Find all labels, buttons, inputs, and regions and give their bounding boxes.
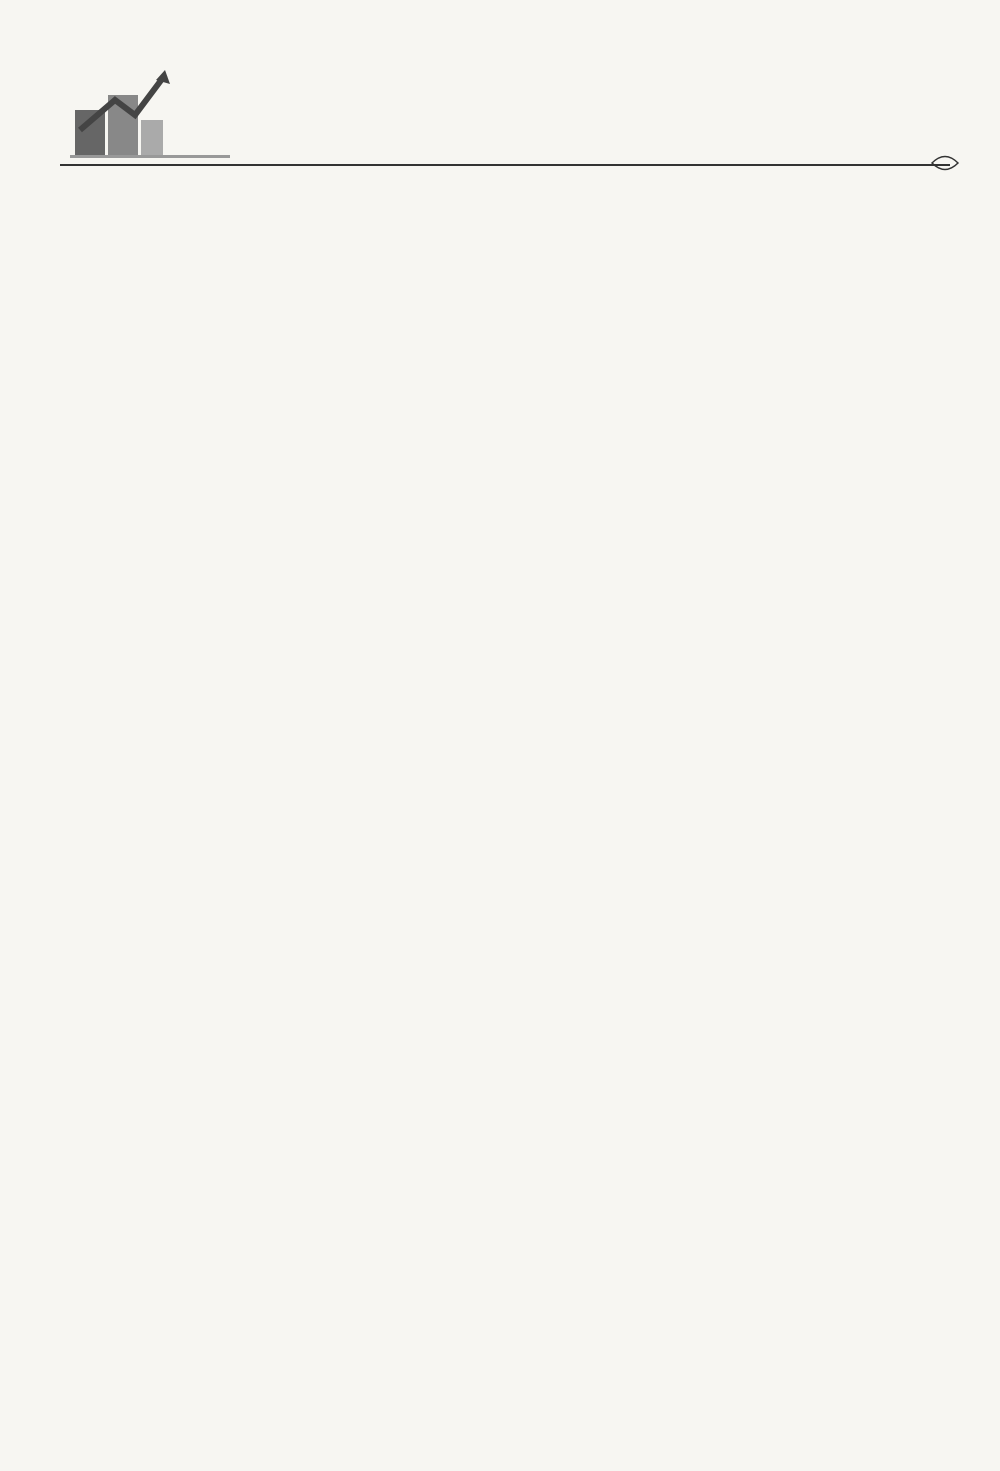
book-arrow-logo-icon bbox=[70, 70, 230, 160]
header-title bbox=[255, 102, 310, 132]
answer-content bbox=[98, 170, 938, 174]
page-header bbox=[60, 60, 960, 170]
header-rule bbox=[60, 164, 950, 166]
